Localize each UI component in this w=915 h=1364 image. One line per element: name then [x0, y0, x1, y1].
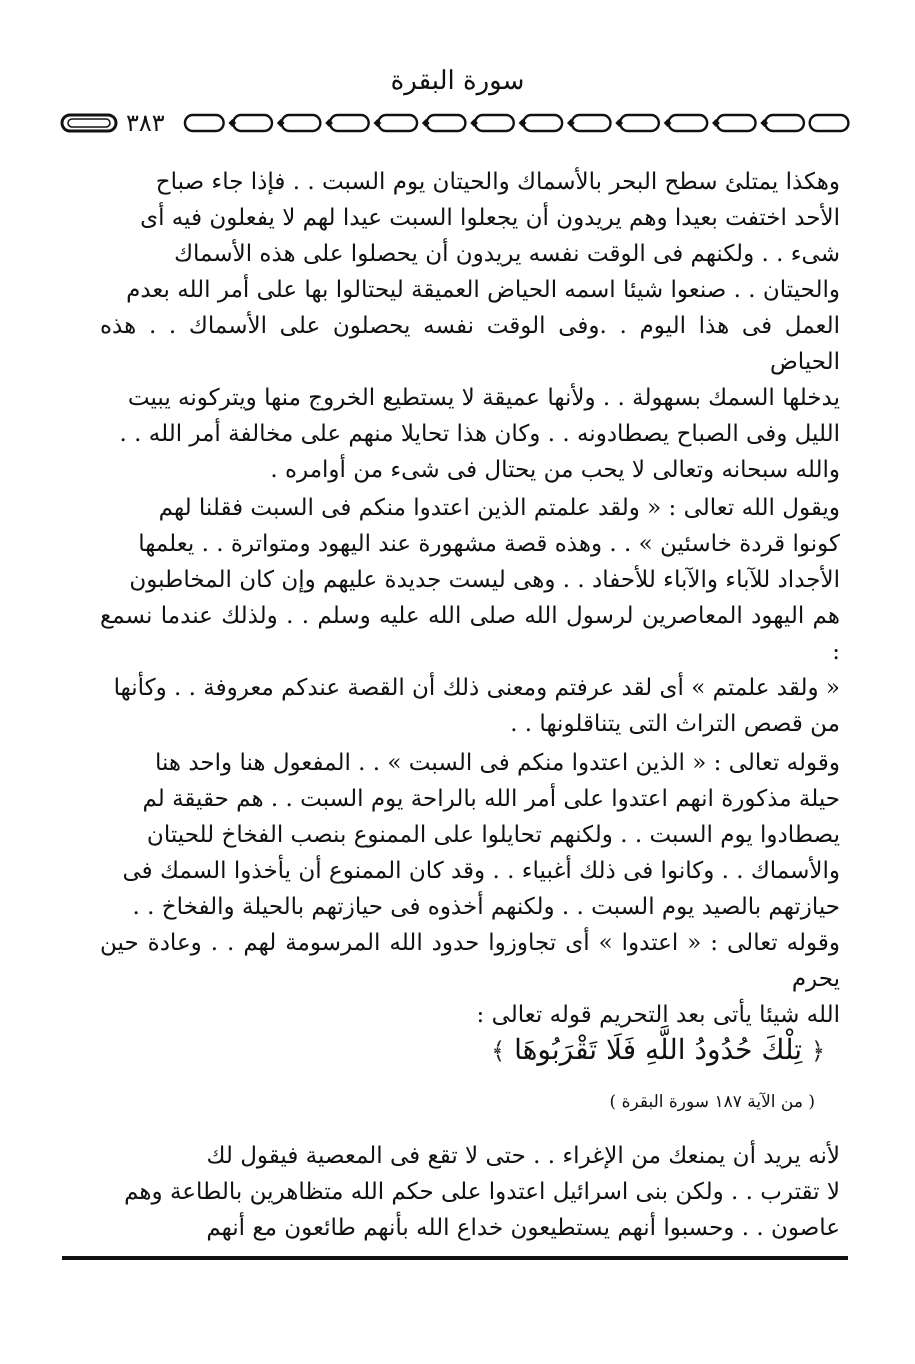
- paragraph-prohibition: [100, 1138, 840, 1246]
- text-line: الأجداد للآباء والآباء للأحفاد . . وهى ليست جديدة عليهم وإن كان المخاطبون: [129, 567, 840, 593]
- text-line: يصطادوا يوم السبت . . ولكنهم تحايلوا على الممنوع بنصب الفخاخ للحيتان: [146, 822, 840, 848]
- text-line: حيلة مذكورة انهم اعتدوا على أمر الله بالراحة يوم السبت . . هم حقيقة لم: [142, 786, 840, 812]
- paragraph-fishing-trick: [100, 164, 840, 488]
- verse-bracket-right-icon: ﴿: [810, 1037, 825, 1065]
- verse-text: تِلْكَ حُدُودُ اللَّهِ فَلَا تَقْرَبُوهَا: [514, 1033, 803, 1066]
- text-line: من قصص التراث التى يتناقلونها . .: [510, 711, 840, 737]
- text-line: يدخلها السمك بسهولة . . ولأنها عميقة لا يستطيع الخروج منها ويتركونه يبيت: [127, 385, 840, 411]
- text-line: الله شيئا يأتى بعد التحريم قوله تعالى :: [476, 1002, 840, 1028]
- paragraph-known-story: [100, 490, 840, 742]
- text-line: والله سبحانه وتعالى لا يحب من يحتال فى شىء من أوامره .: [270, 457, 840, 483]
- oval-ornament-icon: [60, 112, 118, 134]
- text-line: لا تقترب . . ولكن بنى اسرائيل اعتدوا على حكم الله متظاهرين بالطاعة وهم: [124, 1179, 840, 1205]
- header-ornament-rule: [60, 108, 850, 138]
- surah-title: سورة البقرة: [390, 66, 525, 96]
- text-line: والحيتان . . صنعوا شيئا اسمه الحياض العميقة ليحتالوا بها على أمر الله بعدم: [126, 277, 840, 303]
- text-line: شىء . . ولكنهم فى الوقت نفسه يريدون أن يحصلوا على هذه الأسماك: [174, 241, 840, 267]
- text-line: حيازتهم بالصيد يوم السبت . . ولكنهم أخذوه فى حيازتهم بالحيلة والفخاخ . .: [132, 894, 840, 920]
- text-line: الليل وفى الصباح يصطادونه . . وكان هذا تحايلا منهم على مخالفة أمر الله . .: [119, 421, 840, 447]
- text-line: وهكذا يمتلئ سطح البحر بالأسماك والحيتان يوم السبت . . فإذا جاء صباح: [155, 169, 840, 195]
- chain-ornament-icon: [183, 111, 850, 135]
- text-line: والأسماك . . وكانوا فى ذلك أغبياء . . وقد كان الممنوع أن يأخذوا السمك فى: [122, 858, 840, 884]
- paragraph-transgression: [100, 745, 840, 1033]
- text-line: وقوله تعالى : « الذين اعتدوا منكم فى السبت » . . المفعول هنا واحد هنا: [154, 750, 840, 776]
- text-line: لأنه يريد أن يمنعك من الإغراء . . حتى لا تقع فى المعصية فيقول لك: [206, 1143, 840, 1169]
- text-line: الأحد اختفت بعيدا وهم يريدون أن يجعلوا السبت عيدا لهم لا يفعلون فيه أى: [140, 205, 840, 231]
- text-line: « ولقد علمتم » أى لقد عرفتم ومعنى ذلك أن القصة عندكم معروفة . . وكأنها: [113, 675, 840, 701]
- text-line: عاصون . . وحسبوا أنهم يستطيعون خداع الله بأنهم طائعون مع أنهم: [206, 1215, 840, 1241]
- text-line: ويقول الله تعالى : « ولقد علمتم الذين اعتدوا منكم فى السبت فقلنا لهم: [158, 495, 840, 521]
- verse-reference: ( من الآية ١٨٧ سورة البقرة ): [609, 1092, 815, 1112]
- text-line: وقوله تعالى : « اعتدوا » أى تجاوزوا حدود الله المرسومة لهم . . وعادة حين يحرم: [100, 930, 840, 992]
- text-line: كونوا قردة خاسئين » . . وهذه قصة مشهورة عند اليهود ومتواترة . . يعلمها: [138, 531, 840, 557]
- text-line: هم اليهود المعاصرين لرسول الله صلى الله عليه وسلم . . ولذلك عندما نسمع :: [100, 603, 840, 665]
- quran-verse: [491, 1028, 825, 1073]
- text-line: العمل فى هذا اليوم . .وفى الوقت نفسه يحصلون على الأسماك . . هذه الحياض: [100, 313, 840, 375]
- page-number: ٣٨٣: [126, 109, 165, 137]
- bottom-rule: [62, 1256, 848, 1260]
- verse-bracket-left-icon: ﴾: [491, 1037, 506, 1065]
